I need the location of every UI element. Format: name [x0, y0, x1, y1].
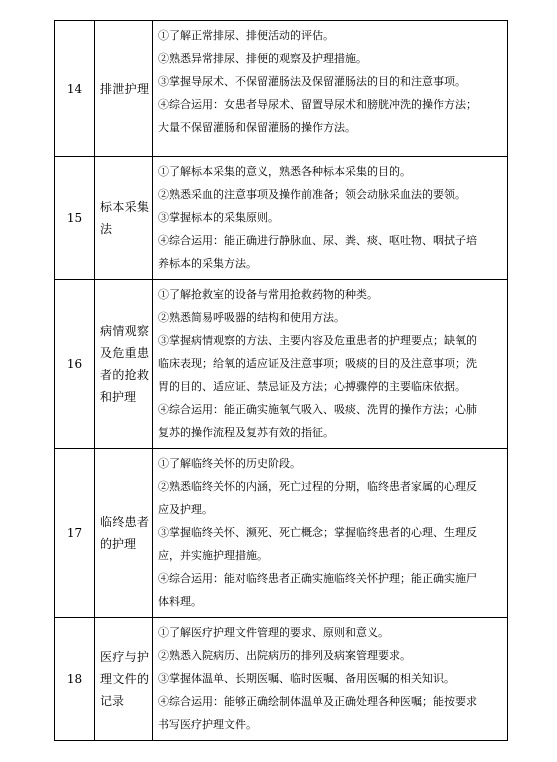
row-content: [153, 21, 508, 157]
row-topic: [95, 21, 153, 157]
topic-line: 者的抢救: [100, 368, 149, 382]
row-topic: [95, 157, 153, 280]
content-line: ②熟悉异常排尿、排便的观察及护理措施。: [158, 52, 367, 65]
table-row: [55, 449, 508, 618]
content-line: 临床表现；给氧的适应证及注意事项；吸痰的目的及注意事项；洗: [158, 357, 477, 370]
content-line: ①了解标本采集的意义，熟悉各种标本采集的目的。: [158, 165, 411, 178]
content-line: ①了解抢救室的设备与常用抢救药物的种类。: [158, 288, 378, 301]
content-line: ③掌握体温单、长期医嘱、临时医嘱、备用医嘱的相关知识。: [158, 672, 455, 685]
table-row: [55, 280, 508, 449]
topic-line: 理文件的: [100, 672, 149, 686]
row-content: [153, 449, 508, 618]
syllabus-table: [54, 20, 508, 741]
content-line: ④综合运用：能对临终患者正确实施临终关怀护理；能正确实施尸: [158, 572, 477, 585]
topic-line: 病情观察: [100, 324, 149, 338]
row-topic: [95, 280, 153, 449]
row-number: 16: [55, 280, 95, 449]
content-line: ④综合运用：能正确进行静脉血、尿、粪、痰、呕吐物、咽拭子培: [158, 234, 477, 247]
topic-line: 记录: [100, 694, 125, 708]
table-row: [55, 618, 508, 741]
content-line: 养标本的采集方法。: [158, 257, 257, 270]
topic-line: 的护理: [100, 537, 137, 551]
topic-line: 法: [100, 222, 113, 236]
row-content: [153, 280, 508, 449]
content-line: ④综合运用：能够正确绘制体温单及正确处理各种医嘱；能按要求: [158, 695, 477, 708]
table-row: [55, 157, 508, 280]
content-line: 应，并实施护理措施。: [158, 549, 268, 562]
topic-line: 和护理: [100, 390, 137, 404]
content-line: 体料理。: [158, 595, 202, 608]
row-content: [153, 157, 508, 280]
row-number: 17: [55, 449, 95, 618]
content-line: 书写医疗护理文件。: [158, 718, 257, 731]
content-line: ③掌握导尿术、不保留灌肠法及保留灌肠法的目的和注意事项。: [158, 75, 466, 88]
row-number: 14: [55, 21, 95, 157]
content-line: ④综合运用：能正确实施氧气吸入、吸痰、洗胃的操作方法；心肺: [158, 403, 477, 416]
topic-line: 医疗与护: [100, 650, 149, 664]
content-line: 胃的目的、适应证、禁忌证及方法；心搏骤停的主要临床依据。: [158, 380, 466, 393]
content-line: ③掌握临终关怀、濒死、死亡概念；掌握临终患者的心理、生理反: [158, 526, 477, 539]
topic-line: 及危重患: [100, 346, 149, 360]
content-line: 应及护理。: [158, 503, 213, 516]
content-line: 大量不保留灌肠和保留灌肠的操作方法。: [158, 121, 356, 134]
content-line: 复苏的操作流程及复苏有效的指征。: [158, 426, 334, 439]
topic-line: 排泄护理: [100, 81, 149, 96]
topic-line: 标本采集: [100, 200, 149, 214]
row-topic: [95, 449, 153, 618]
content-line: ②熟悉临终关怀的内涵，死亡过程的分期，临终患者家属的心理反: [158, 480, 477, 493]
row-content: [153, 618, 508, 741]
content-line: ①了解临终关怀的历史阶段。: [158, 457, 301, 470]
topic-line: 临终患者: [100, 515, 149, 529]
content-line: ①了解医疗护理文件管理的要求、原则和意义。: [158, 626, 389, 639]
content-line: ①了解正常排尿、排便活动的评估。: [158, 29, 334, 42]
content-line: ④综合运用：女患者导尿术、留置导尿术和膀胱冲洗的操作方法；: [158, 98, 477, 111]
row-topic: [95, 618, 153, 741]
table-row: [55, 21, 508, 157]
content-line: ③掌握标本的采集原则。: [158, 211, 279, 224]
content-line: ②熟悉采血的注意事项及操作前准备；领会动脉采血法的要领。: [158, 188, 466, 201]
content-line: ②熟悉简易呼吸器的结构和使用方法。: [158, 311, 345, 324]
content-line: ③掌握病情观察的方法、主要内容及危重患者的护理要点；缺氧的: [158, 334, 477, 347]
content-line: ②熟悉入院病历、出院病历的排列及病案管理要求。: [158, 649, 411, 662]
row-number: 15: [55, 157, 95, 280]
row-number: 18: [55, 618, 95, 741]
